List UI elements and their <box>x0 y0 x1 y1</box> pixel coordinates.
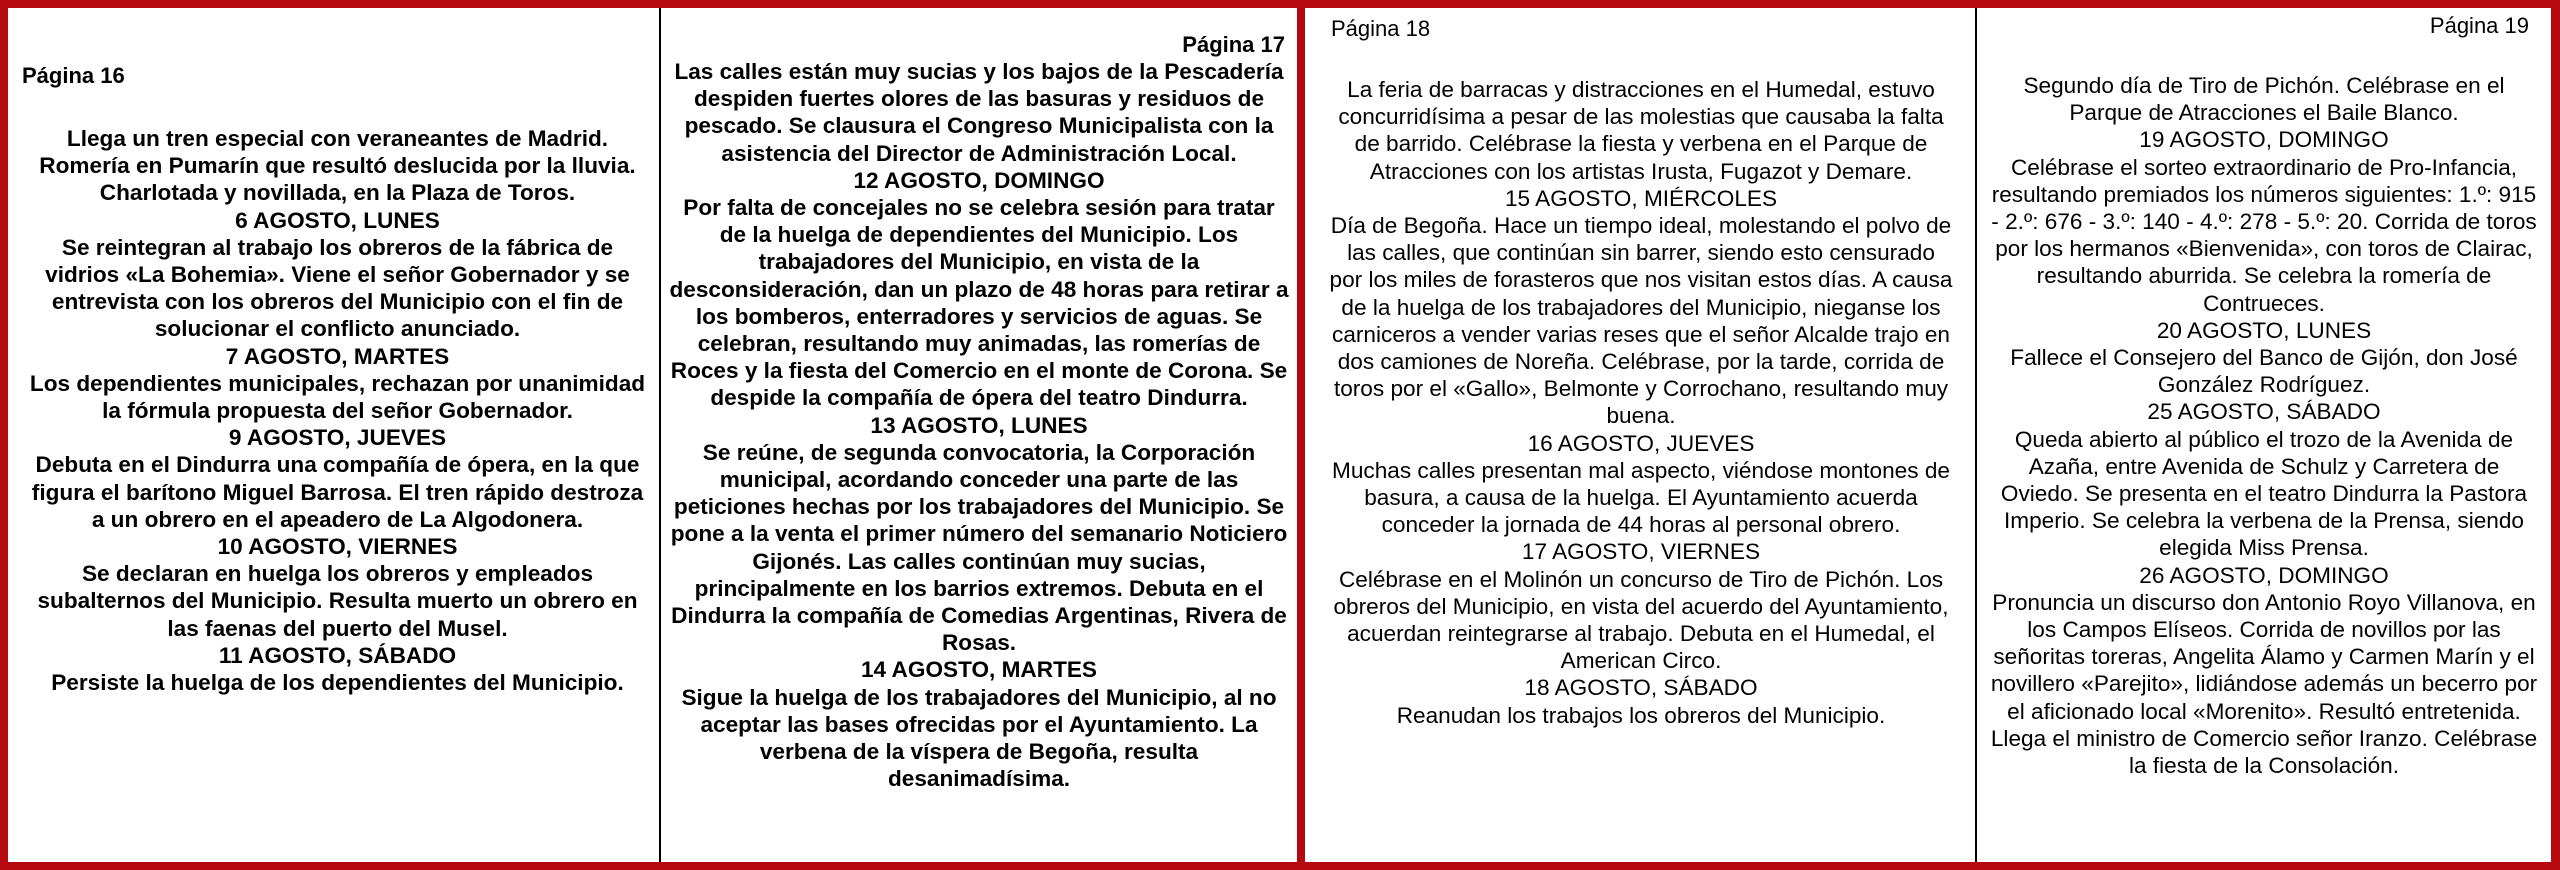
paragraph: Celébrase en el Molinón un concurso de Tiro de Pichón. Los obreros del Municipio, en vista del acuerdo del Ayuntamiento, acuerdan reintegrarse al trabajo. Debuta en el Humedal, el American Circo. <box>1333 566 1949 674</box>
date-heading: 9 AGOSTO, JUEVES <box>228 425 447 451</box>
paragraph: Reanudan los trabajos los obreros del Municipio. <box>1396 702 1886 728</box>
date-heading: 12 AGOSTO, DOMINGO <box>853 167 1105 193</box>
page-number: Página 17 <box>1182 32 1285 57</box>
paragraph: Debuta en el Dindurra una compañía de ópera, en la que figura el barítono Miguel Barrosa. El tren rápido destroza a un obrero en el apeadero de La Algodonera. <box>31 452 644 532</box>
paragraph: Se reintegran al trabajo los obreros de la fábrica de vidrios «La Bohemia». Viene el señor Gobernador y se entrevista con los obreros del Municipio con el fin de solucionar el conflicto anunciado. <box>45 234 630 342</box>
date-heading: 20 AGOSTO, LUNES <box>2156 317 2372 343</box>
page-16 <box>8 8 661 862</box>
date-heading: 13 AGOSTO, LUNES <box>870 412 1088 438</box>
date-heading: 16 AGOSTO, JUEVES <box>1527 430 1755 456</box>
paragraph: Pronuncia un discurso don Antonio Royo Villanova, en los Campos Elíseos. Corrida de novillos por las señoritas toreras, Angelita Álamo y Carmen Marín y el novillero «Parejito», lidiándose además un becerro por el aficionado local «Morenito». Resultó entretenida. Llega el ministro de Comercio señor Iranzo. Celébrase la fiesta de la Consolación. <box>1990 589 2538 779</box>
page-number: Página 18 <box>1331 16 1431 41</box>
paragraph: Fallece el Consejero del Banco de Gijón, don José González Rodríguez. <box>2010 345 2518 398</box>
paragraph: Por falta de concejales no se celebra sesión para tratar de la huelga de dependientes del Municipio. Los trabajadores del Municipio, en vista de la desconsideración, dan un plazo de 48 horas para retirar a los bomberos, enterradores y servicios de aguas. Se celebran, resultando muy animadas, las romerías de Roces y la fiesta del Comercio en el monte de Corona. Se despide la compañía de ópera del teatro Dindurra. <box>669 195 1289 411</box>
date-heading: 14 AGOSTO, MARTES <box>860 657 1098 683</box>
right-spread <box>1305 8 2551 862</box>
paragraph: Queda abierto al público el trozo de la Avenida de Azaña, entre Avenida de Schulz y Carretera de Oviedo. Se presenta en el teatro Dindurra la Pastora Imperio. Se celebra la verbena de la Prensa, siendo elegida Miss Prensa. <box>2000 426 2528 561</box>
paragraph: Muchas calles presentan mal aspecto, viéndose montones de basura, a causa de la huelga. El Ayuntamiento acuerda conceder la jornada de 44 horas al personal obrero. <box>1332 457 1950 538</box>
paragraph: Segundo día de Tiro de Pichón. Celébrase en el Parque de Atracciones el Baile Blanco. <box>2023 73 2505 126</box>
paragraph: La feria de barracas y distracciones en el Humedal, estuvo concurridísima a pesar de las molestias que causaba la falta de barrido. Celébrase la fiesta y verbena en el Parque de Atracciones con los artistas Irusta, Fugazot y Demare. <box>1338 77 1944 184</box>
page-19 <box>1977 8 2551 862</box>
paragraph: Los dependientes municipales, rechazan por unanimidad la fórmula propuesta del señor Gobernador. <box>29 370 646 424</box>
paragraph: Persiste la huelga de los dependientes del Municipio. <box>51 670 624 696</box>
paragraph: Se declaran en huelga los obreros y empleados subalternos del Municipio. Resulta muerto un obrero en las faenas del puerto del Musel. <box>37 561 638 641</box>
date-heading: 19 AGOSTO, DOMINGO <box>2139 127 2389 153</box>
paragraph: Sigue la huelga de los trabajadores del Municipio, al no aceptar las bases ofrecidas por el Ayuntamiento. La verbena de la víspera de Begoña, resulta desanimadísima. <box>681 684 1277 792</box>
page-text <box>1329 76 1953 729</box>
date-heading: 25 AGOSTO, SÁBADO <box>2147 399 2381 425</box>
page-18 <box>1305 8 1977 862</box>
date-heading: 26 AGOSTO, DOMINGO <box>2139 562 2389 588</box>
date-heading: 10 AGOSTO, VIERNES <box>217 534 458 560</box>
paragraph: Llega un tren especial con veraneantes de Madrid. Romería en Pumarín que resultó deslucida por la lluvia. Charlotada y novillada, en la Plaza de Toros. <box>39 126 636 206</box>
page-text <box>669 58 1289 792</box>
date-heading: 11 AGOSTO, SÁBADO <box>218 642 457 668</box>
page-17 <box>661 8 1297 862</box>
date-heading: 6 AGOSTO, LUNES <box>235 207 440 233</box>
paragraph: Se reúne, de segunda convocatoria, la Corporación municipal, acordando conceder una parte de las peticiones hechas por los trabajadores del Municipio. Se pone a la venta el primer número del semanario Noticiero Gijonés. Las calles continúan muy sucias, principalmente en los barrios extremos. Debuta en el Dindurra la compañía de Comedias Argentinas, Rivera de Rosas. <box>670 439 1288 656</box>
page-number: Página 19 <box>2429 13 2529 38</box>
date-heading: 7 AGOSTO, MARTES <box>225 343 450 369</box>
left-spread <box>8 8 1297 862</box>
paragraph: Celébrase el sorteo extraordinario de Pro-Infancia, resultando premiados los números siguientes: 1.º: 915 - 2.º: 676 - 3.º: 140 - 4.º: 278 - 5.º: 20. Corrida de toros por los hermanos «Bienvenida», con toros de Clairac, resultando aburrida. Se celebra la romería de Contrueces. <box>1991 154 2537 316</box>
date-heading: 15 AGOSTO, MIÉRCOLES <box>1504 185 1778 211</box>
page-number: Página 16 <box>22 63 125 88</box>
date-heading: 17 AGOSTO, VIERNES <box>1521 539 1761 565</box>
paragraph: Las calles están muy sucias y los bajos de la Pescadería despiden fuertes olores de las basuras y residuos de pescado. Se clausura el Congreso Municipalista con la asistencia del Director de Administración Local. <box>674 59 1284 166</box>
page-text <box>1987 72 2541 779</box>
paragraph: Día de Begoña. Hace un tiempo ideal, molestando el polvo de las calles, que continúan sin barrer, siendo esto censurado por los miles de forasteros que nos visitan estos días. A causa de la huelga de los trabajadores del Municipio, nieganse los carniceros a vender varias reses que el señor Alcalde trajo en dos camiones de Noreña. Celébrase, por la tarde, corrida de toros por el «Gallo», Belmonte y Corrochano, resultando muy buena. <box>1329 213 1953 429</box>
page-text <box>24 125 651 696</box>
date-heading: 18 AGOSTO, SÁBADO <box>1524 675 1758 701</box>
